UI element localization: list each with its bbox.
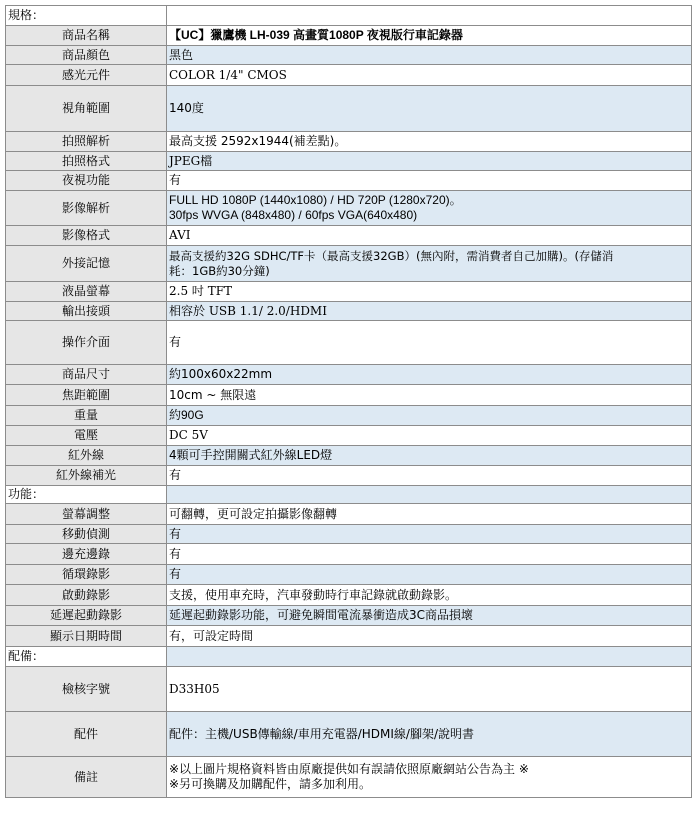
spec-value-line: FULL HD 1080P (1440x1080) / HD 720P (1280x720)。 <box>169 193 462 207</box>
spec-label: 輸出接頭 <box>6 302 167 321</box>
spec-label: 拍照格式 <box>6 152 167 171</box>
spec-label: 紅外線補光 <box>6 466 167 486</box>
feature-label: 循環錄影 <box>6 565 167 585</box>
feature-label: 移動偵測 <box>6 525 167 544</box>
feature-value: 有 <box>167 525 692 544</box>
table-row <box>6 302 692 321</box>
feature-value: 可翻轉，更可設定拍攝影像翻轉 <box>167 504 692 525</box>
table-row <box>6 226 692 246</box>
spec-label: 夜視功能 <box>6 171 167 191</box>
spec-label: 感光元件 <box>6 65 167 86</box>
spec-label: 商品名稱 <box>6 26 167 46</box>
note-line: ※以上圖片規格資料皆由原廠提供如有誤請依照原廠網站公告為主 ※ <box>169 762 529 776</box>
feature-value: 有 <box>167 544 692 565</box>
table-row <box>6 667 692 712</box>
table-row <box>6 282 692 302</box>
table-row <box>6 246 692 282</box>
spec-value: 有 <box>167 466 692 486</box>
spec-value: 2.5 吋 TFT <box>167 282 692 302</box>
product-name-value: 【UC】獵鷹機 LH-039 高畫質1080P 夜視版行車記錄器 <box>167 26 692 46</box>
spec-value: 140度 <box>167 86 692 132</box>
table-row <box>6 385 692 406</box>
table-row <box>6 426 692 446</box>
feature-label: 啟動錄影 <box>6 585 167 606</box>
spec-label: 紅外線 <box>6 446 167 466</box>
spec-label: 重量 <box>6 406 167 426</box>
table-row <box>6 46 692 65</box>
table-row <box>6 606 692 626</box>
spec-label: 影像格式 <box>6 226 167 246</box>
spec-value <box>167 191 692 226</box>
table-row <box>6 321 692 365</box>
table-row <box>6 171 692 191</box>
spec-label: 拍照解析 <box>6 132 167 152</box>
spec-label: 商品顏色 <box>6 46 167 65</box>
table-row <box>6 757 692 798</box>
spec-value: 約100x60x22mm <box>167 365 692 385</box>
table-row <box>6 65 692 86</box>
feature-label: 顯示日期時間 <box>6 626 167 647</box>
section-header-accessories: 配備： <box>6 647 167 667</box>
spec-label: 操作介面 <box>6 321 167 365</box>
section-spacer <box>167 486 692 504</box>
table-row <box>6 544 692 565</box>
table-row <box>6 466 692 486</box>
section-spacer <box>167 6 692 26</box>
feature-label: 邊充邊錄 <box>6 544 167 565</box>
table-row <box>6 152 692 171</box>
spec-value: DC 5V <box>167 426 692 446</box>
feature-label: 螢幕調整 <box>6 504 167 525</box>
table-row <box>6 365 692 385</box>
spec-value-line: 耗：1GB約30分鐘) <box>169 263 270 278</box>
feature-label: 延遲起動錄影 <box>6 606 167 626</box>
table-row <box>6 132 692 152</box>
spec-label: 商品尺寸 <box>6 365 167 385</box>
table-row <box>6 585 692 606</box>
spec-value <box>167 246 692 282</box>
accessory-label: 配件 <box>6 712 167 757</box>
spec-value: 10cm ~ 無限遠 <box>167 385 692 406</box>
spec-value: 黑色 <box>167 46 692 65</box>
note-line: ※另可換購及加購配件，請多加利用。 <box>169 777 372 791</box>
table-row <box>6 712 692 757</box>
section-header-specs: 規格： <box>6 6 167 26</box>
table-row <box>6 446 692 466</box>
section-spacer <box>167 647 692 667</box>
table-row <box>6 525 692 544</box>
feature-value: 有 <box>167 565 692 585</box>
spec-label: 電壓 <box>6 426 167 446</box>
table-row <box>6 565 692 585</box>
feature-value: 延遲起動錄影功能，可避免瞬間電流暴衝造成3C商品損壞 <box>167 606 692 626</box>
accessory-label: 檢核字號 <box>6 667 167 712</box>
table-row <box>6 191 692 226</box>
spec-value: 4顆可手控開關式紅外線LED燈 <box>167 446 692 466</box>
spec-value: 有 <box>167 171 692 191</box>
spec-value: JPEG檔 <box>167 152 692 171</box>
table-row <box>6 406 692 426</box>
spec-value: AVI <box>167 226 692 246</box>
spec-value: 有 <box>167 321 692 365</box>
table-row <box>6 26 692 46</box>
spec-label: 外接記憶 <box>6 246 167 282</box>
table-row <box>6 504 692 525</box>
accessory-value: D33H05 <box>167 667 692 712</box>
feature-value: 支援，使用車充時，汽車發動時行車記錄就啟動錄影。 <box>167 585 692 606</box>
spec-value-line: 30fps WVGA (848x480) / 60fps VGA(640x480) <box>169 208 418 222</box>
accessory-value <box>167 757 692 798</box>
accessory-value: 配件：主機/USB傳輸線/車用充電器/HDMI線/腳架/說明書 <box>167 712 692 757</box>
spec-value: 最高支援 2592x1944(補差點)。 <box>167 132 692 152</box>
table-row <box>6 86 692 132</box>
section-row-accessories <box>6 647 692 667</box>
spec-label: 影像解析 <box>6 191 167 226</box>
spec-label: 焦距範圍 <box>6 385 167 406</box>
spec-table <box>5 5 692 798</box>
feature-value: 有，可設定時間 <box>167 626 692 647</box>
table-row <box>6 626 692 647</box>
spec-label: 液晶螢幕 <box>6 282 167 302</box>
section-row-specs <box>6 6 692 26</box>
section-header-features: 功能： <box>6 486 167 504</box>
spec-value-line: 最高支援約32G SDHC/TF卡（最高支援32GB）(無內附，需消費者自己加購)。(存儲消 <box>169 248 614 263</box>
spec-value: 相容於 USB 1.1/ 2.0/HDMI <box>167 302 692 321</box>
spec-value: 約90G <box>167 406 692 426</box>
spec-value: COLOR 1/4" CMOS <box>167 65 692 86</box>
section-row-features <box>6 486 692 504</box>
accessory-label: 備註 <box>6 757 167 798</box>
spec-label: 視角範圍 <box>6 86 167 132</box>
